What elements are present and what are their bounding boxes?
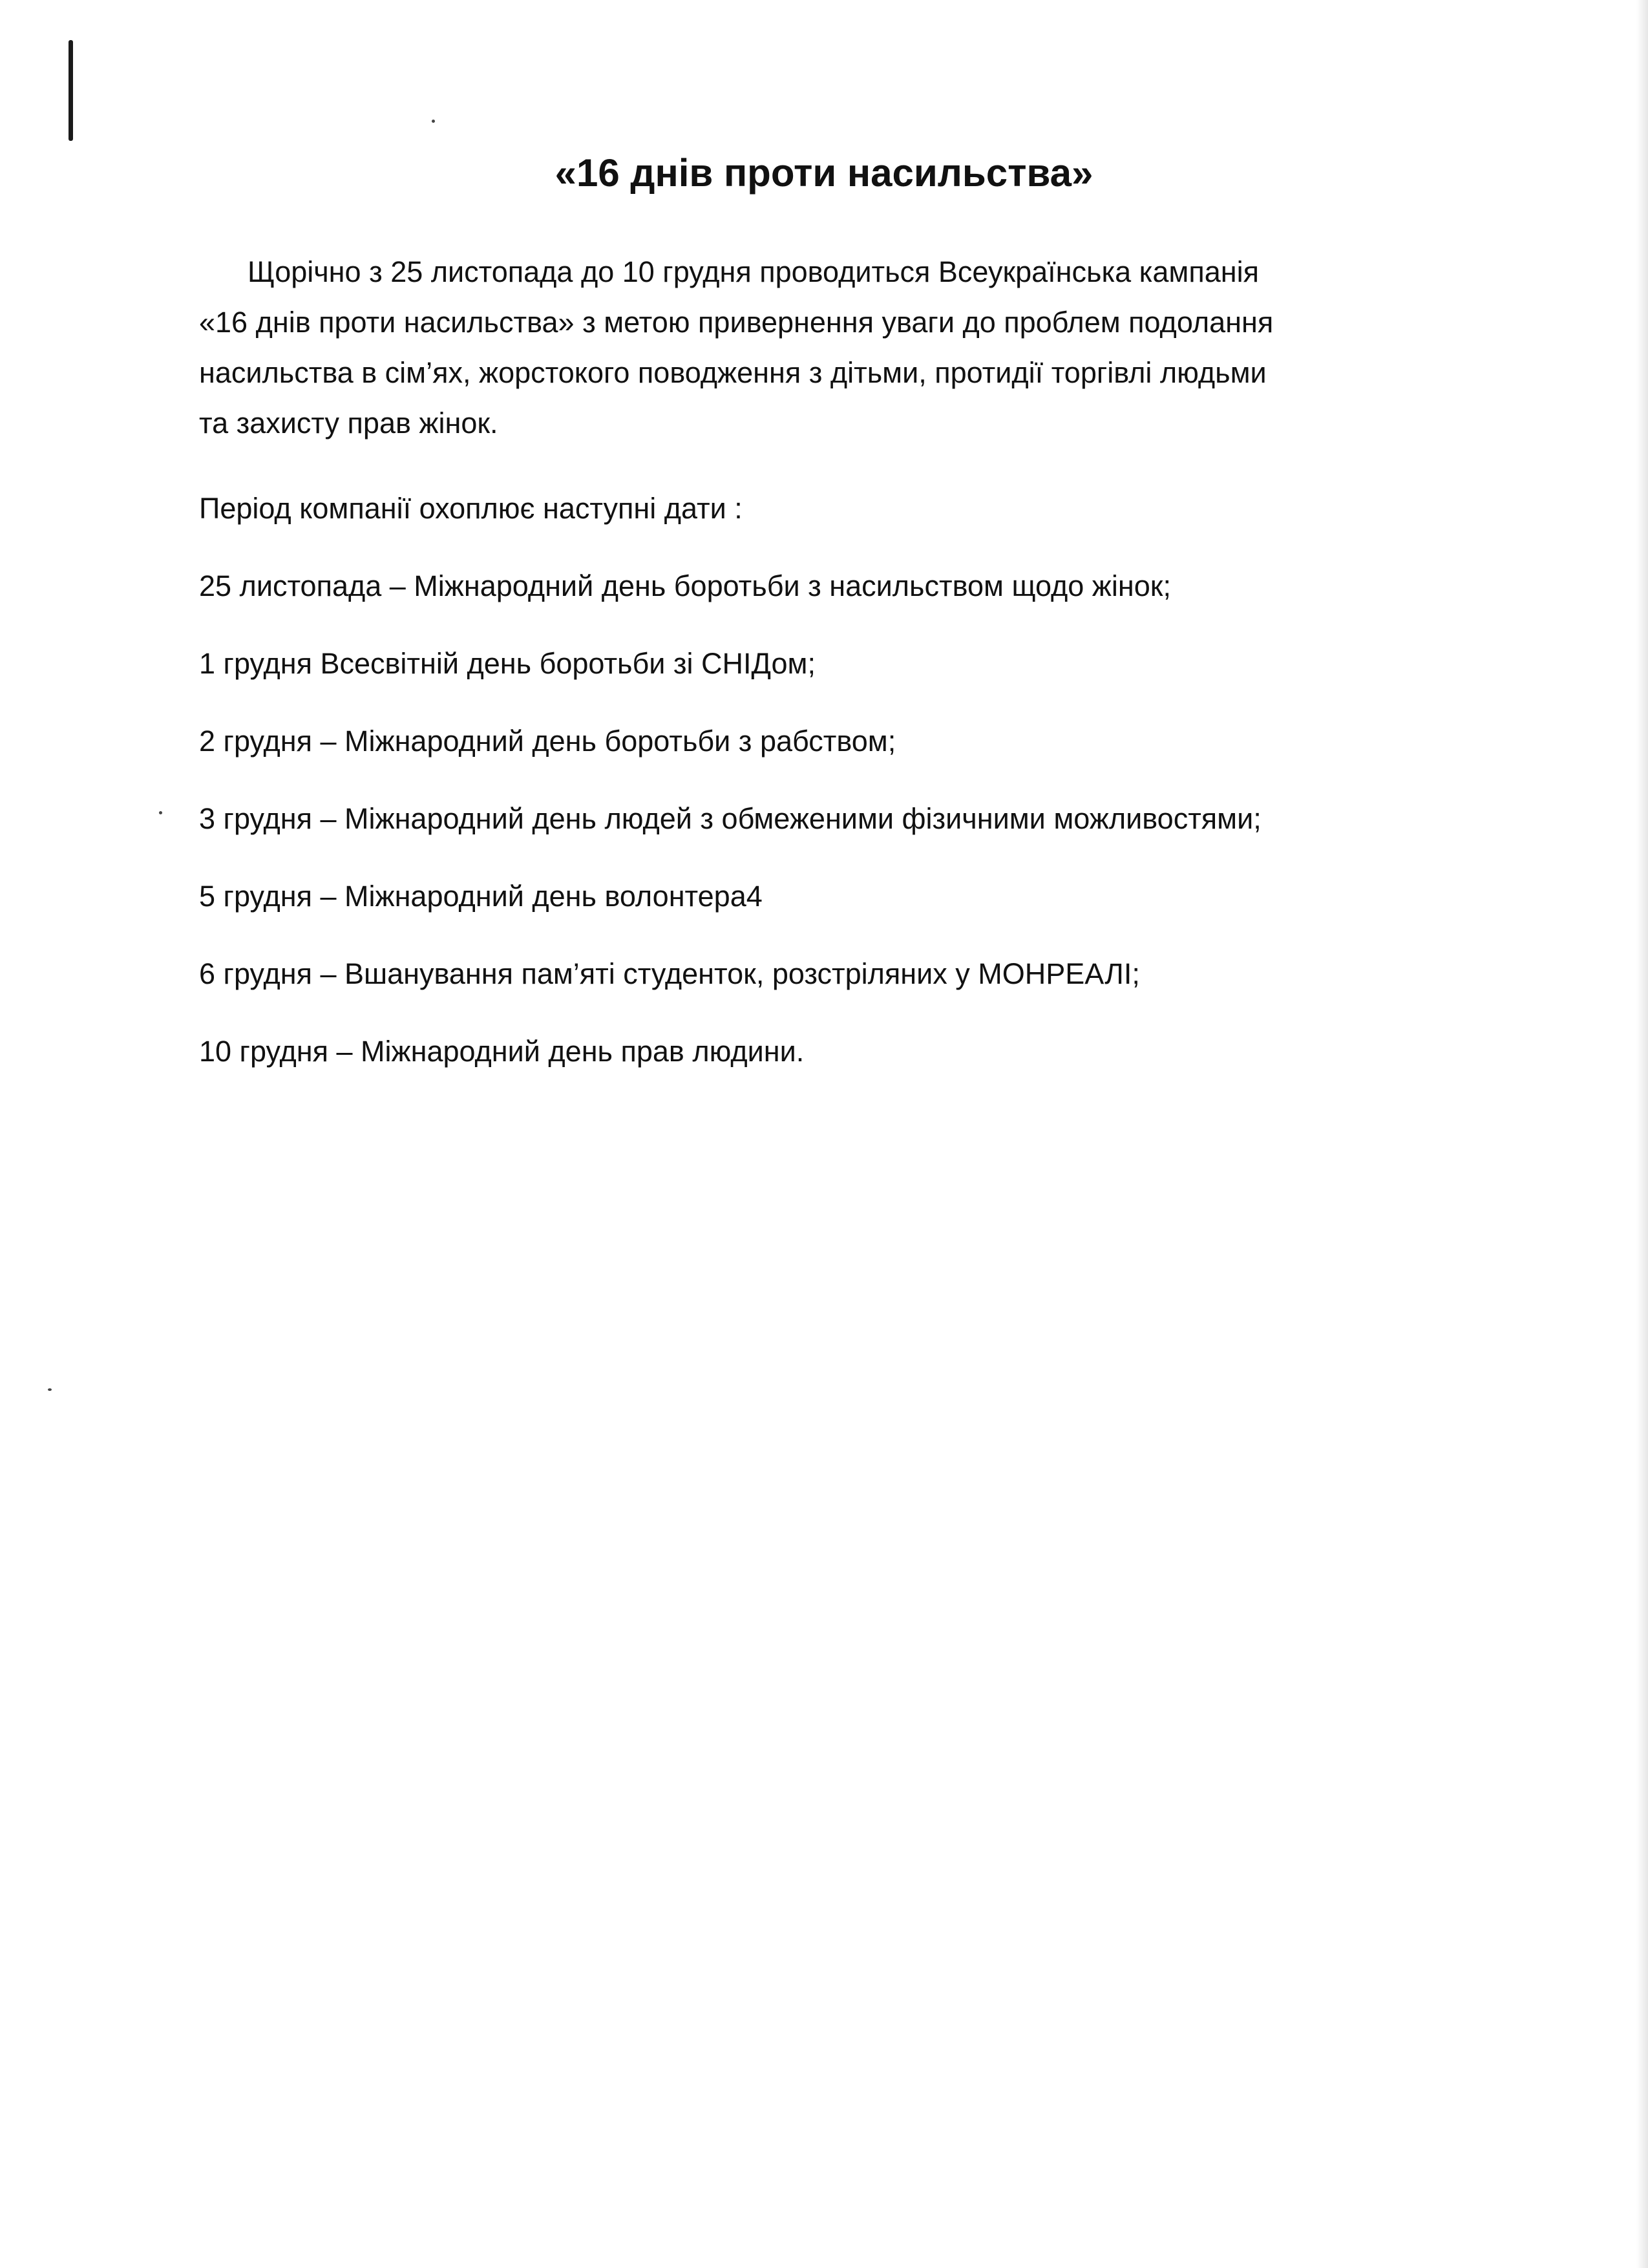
scan-speck: [432, 120, 435, 123]
date-item: 2 грудня – Міжнародний день боротьби з рабством;: [199, 725, 896, 758]
date-item: 25 листопада – Міжнародний день боротьби з насильством щодо жінок;: [199, 569, 1171, 602]
scan-margin-mark: [69, 40, 73, 141]
date-item: 1 грудня Всесвітній день боротьби зі СНІДом;: [199, 647, 816, 680]
intro-line: Щорічно з 25 листопада до 10 грудня проводиться Всеукраїнська кампанія: [248, 255, 1259, 288]
page-title: «16 днів проти насильства»: [555, 151, 1093, 195]
scan-speck: [159, 811, 162, 814]
intro-line: та захисту прав жінок.: [199, 407, 498, 440]
dates-list: [199, 561, 1262, 1104]
period-intro: Період компанії охоплює наступні дати :: [199, 492, 743, 525]
scan-edge-shadow: [1636, 0, 1648, 2268]
intro-paragraph: [199, 247, 1517, 449]
intro-line: насильства в сім’ях, жорстокого поводження з дітьми, протидії торгівлі людьми: [199, 356, 1267, 389]
date-item: 10 грудня – Міжнародний день прав людини.: [199, 1035, 805, 1068]
intro-line: «16 днів проти насильства» з метою привернення уваги до проблем подолання: [199, 306, 1274, 339]
date-item: 5 грудня – Міжнародний день волонтера4: [199, 880, 763, 913]
scan-speck: [48, 1388, 52, 1391]
date-item: 6 грудня – Вшанування пам’яті студенток, розстріляних у МОНРЕАЛІ;: [199, 957, 1140, 990]
date-item: 3 грудня – Міжнародний день людей з обмеженими фізичними можливостями;: [199, 802, 1262, 835]
